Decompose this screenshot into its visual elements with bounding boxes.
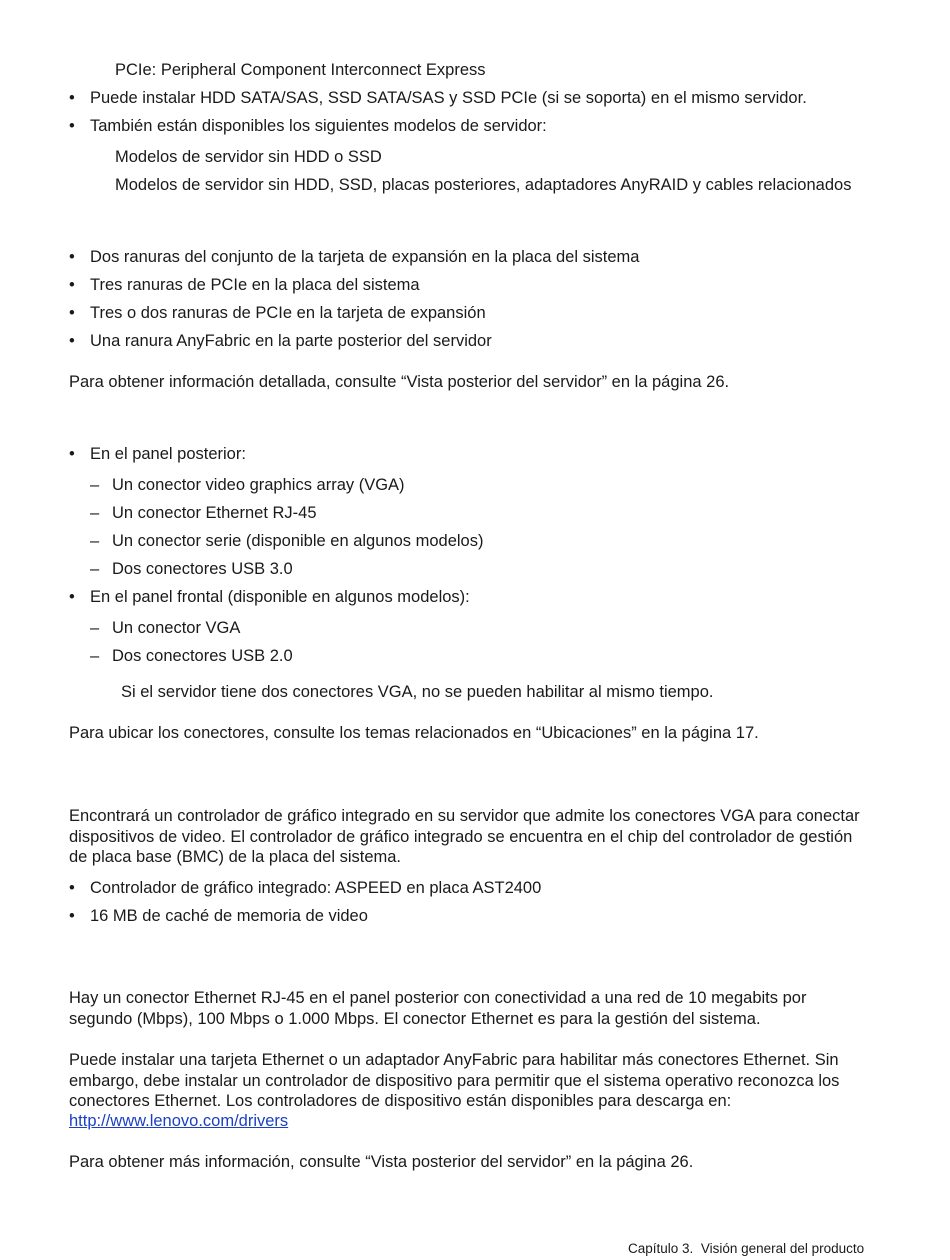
reference-paragraph: Para obtener información detallada, consulte “Vista posterior del servidor” en la página 26.: [69, 373, 730, 391]
bullet-icon: [69, 878, 75, 898]
pcie-definition: PCIe: Peripheral Component Interconnect Express: [115, 61, 486, 79]
footer-title: Visión general del producto: [700, 1241, 865, 1256]
paragraph-line: segundo (Mbps), 100 Mbps o 1.000 Mbps. El conector Ethernet es para la gestión del sistema.: [69, 1010, 761, 1028]
dash-icon: [90, 503, 99, 523]
bullet-icon: [69, 303, 75, 323]
list-item: También están disponibles los siguientes modelos de servidor:: [90, 117, 547, 135]
list-item: Controlador de gráfico integrado: ASPEED en placa AST2400: [90, 879, 542, 897]
sub-list-item: Un conector VGA: [112, 619, 241, 637]
reference-paragraph: Para ubicar los conectores, consulte los temas relacionados en “Ubicaciones” en la página 17.: [69, 724, 759, 742]
list-item: Puede instalar HDD SATA/SAS, SSD SATA/SAS y SSD PCIe (si se soporta) en el mismo servidor.: [90, 89, 807, 107]
list-item: En el panel posterior:: [90, 445, 246, 463]
paragraph-line: Hay un conector Ethernet RJ-45 en el panel posterior con conectividad a una red de 10 megabits por: [69, 989, 807, 1007]
sub-list-item: Un conector Ethernet RJ-45: [112, 504, 317, 522]
paragraph-line: Encontrará un controlador de gráfico integrado en su servidor que admite los conectores VGA para conectar: [69, 807, 860, 825]
dash-icon: [90, 618, 99, 638]
bullet-icon: [69, 587, 75, 607]
model-item: Modelos de servidor sin HDD, SSD, placas posteriores, adaptadores AnyRAID y cables relacionados: [115, 176, 852, 194]
list-item: Tres ranuras de PCIe en la placa del sistema: [90, 276, 420, 294]
paragraph-line: dispositivos de video. El controlador de gráfico integrado se encuentra en el chip del controlador de gestión: [69, 828, 853, 846]
dash-icon: [90, 646, 99, 666]
sub-list-item: Dos conectores USB 3.0: [112, 560, 293, 578]
list-item: Dos ranuras del conjunto de la tarjeta de expansión en la placa del sistema: [90, 248, 640, 266]
paragraph-line: embargo, debe instalar un controlador de dispositivo para permitir que el sistema operativo reconozca los: [69, 1072, 840, 1090]
bullet-icon: [69, 331, 75, 351]
paragraph-line: de placa base (BMC) de la placa del sistema.: [69, 848, 401, 866]
page-footer: [628, 1241, 864, 1257]
sub-list-item: Dos conectores USB 2.0: [112, 647, 293, 665]
sub-list-item: Un conector serie (disponible en algunos modelos): [112, 532, 484, 550]
paragraph-line: Puede instalar una tarjeta Ethernet o un adaptador AnyFabric para habilitar más conectores Ethernet. Sin: [69, 1051, 839, 1069]
reference-paragraph: Para obtener más información, consulte “Vista posterior del servidor” en la página 26.: [69, 1153, 694, 1171]
bullet-icon: [69, 116, 75, 136]
drivers-link[interactable]: http://www.lenovo.com/drivers: [69, 1112, 289, 1130]
list-item: En el panel frontal (disponible en algunos modelos):: [90, 588, 470, 606]
paragraph-line: conectores Ethernet. Los controladores de dispositivo están disponibles para descarga en:: [69, 1092, 732, 1110]
sub-list-item: Un conector video graphics array (VGA): [112, 476, 405, 494]
dash-icon: [90, 559, 99, 579]
list-item: Una ranura AnyFabric en la parte posterior del servidor: [90, 332, 492, 350]
footer-chapter: Capítulo 3.: [628, 1241, 694, 1256]
list-item: Tres o dos ranuras de PCIe en la tarjeta de expansión: [90, 304, 486, 322]
bullet-icon: [69, 444, 75, 464]
list-item: 16 MB de caché de memoria de video: [90, 907, 368, 925]
note-text: Si el servidor tiene dos conectores VGA, no se pueden habilitar al mismo tiempo.: [121, 683, 714, 701]
dash-icon: [90, 531, 99, 551]
bullet-icon: [69, 275, 75, 295]
dash-icon: [90, 475, 99, 495]
bullet-icon: [69, 88, 75, 108]
bullet-icon: [69, 906, 75, 926]
model-item: Modelos de servidor sin HDD o SSD: [115, 148, 382, 166]
bullet-icon: [69, 247, 75, 267]
